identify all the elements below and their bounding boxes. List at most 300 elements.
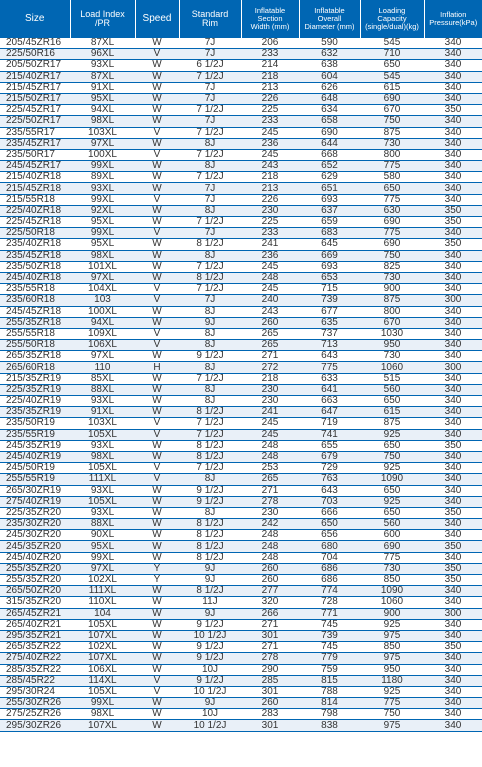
cell-size: 255/35ZR20 <box>0 563 70 574</box>
cell-overall-diameter: 771 <box>299 608 360 619</box>
cell-standard-rim: 8 1/2J <box>179 530 241 541</box>
cell-standard-rim: 10J <box>179 709 241 720</box>
cell-load-index: 104 <box>70 608 135 619</box>
cell-section-width: 271 <box>241 485 299 496</box>
cell-size: 225/45ZR18 <box>0 217 70 228</box>
cell-standard-rim: 8J <box>179 474 241 485</box>
cell-load-index: 100XL <box>70 149 135 160</box>
cell-section-width: 260 <box>241 563 299 574</box>
cell-loading-capacity: 730 <box>360 351 424 362</box>
cell-load-index: 110 <box>70 362 135 373</box>
cell-inflation-pressure: 350 <box>424 507 482 518</box>
cell-overall-diameter: 693 <box>299 261 360 272</box>
cell-overall-diameter: 626 <box>299 82 360 93</box>
cell-section-width: 243 <box>241 161 299 172</box>
cell-size: 235/50R19 <box>0 418 70 429</box>
cell-standard-rim: 7 1/2J <box>179 149 241 160</box>
cell-section-width: 241 <box>241 239 299 250</box>
cell-section-width: 253 <box>241 463 299 474</box>
cell-speed: V <box>135 340 179 351</box>
cell-inflation-pressure: 340 <box>424 709 482 720</box>
cell-overall-diameter: 669 <box>299 250 360 261</box>
cell-standard-rim: 8J <box>179 340 241 351</box>
cell-overall-diameter: 713 <box>299 340 360 351</box>
cell-size: 215/55R18 <box>0 194 70 205</box>
cell-speed: W <box>135 396 179 407</box>
cell-section-width: 248 <box>241 541 299 552</box>
cell-inflation-pressure: 300 <box>424 362 482 373</box>
cell-load-index: 97XL <box>70 138 135 149</box>
cell-speed: W <box>135 38 179 49</box>
cell-inflation-pressure: 340 <box>424 340 482 351</box>
cell-speed: W <box>135 664 179 675</box>
cell-speed: V <box>135 474 179 485</box>
cell-loading-capacity: 650 <box>360 440 424 451</box>
cell-inflation-pressure: 350 <box>424 239 482 250</box>
cell-load-index: 109XL <box>70 328 135 339</box>
cell-standard-rim: 7 1/2J <box>179 217 241 228</box>
cell-section-width: 245 <box>241 284 299 295</box>
cell-inflation-pressure: 340 <box>424 418 482 429</box>
cell-loading-capacity: 730 <box>360 138 424 149</box>
cell-load-index: 111XL <box>70 474 135 485</box>
cell-speed: W <box>135 205 179 216</box>
cell-standard-rim: 8J <box>179 250 241 261</box>
cell-load-index: 100XL <box>70 306 135 317</box>
cell-loading-capacity: 775 <box>360 161 424 172</box>
cell-speed: V <box>135 429 179 440</box>
cell-load-index: 105XL <box>70 496 135 507</box>
cell-standard-rim: 8J <box>179 306 241 317</box>
header-speed: Speed <box>135 0 179 38</box>
cell-load-index: 105XL <box>70 686 135 697</box>
cell-speed: V <box>135 284 179 295</box>
cell-section-width: 233 <box>241 228 299 239</box>
cell-overall-diameter: 690 <box>299 127 360 138</box>
cell-load-index: 98XL <box>70 116 135 127</box>
cell-standard-rim: 11J <box>179 597 241 608</box>
cell-section-width: 225 <box>241 217 299 228</box>
table-row <box>0 709 482 720</box>
cell-section-width: 245 <box>241 149 299 160</box>
cell-inflation-pressure: 340 <box>424 530 482 541</box>
cell-size: 235/50ZR18 <box>0 261 70 272</box>
cell-standard-rim: 9 1/2J <box>179 642 241 653</box>
cell-load-index: 88XL <box>70 519 135 530</box>
cell-loading-capacity: 800 <box>360 149 424 160</box>
cell-overall-diameter: 814 <box>299 698 360 709</box>
cell-standard-rim: 8 1/2J <box>179 552 241 563</box>
cell-loading-capacity: 975 <box>360 630 424 641</box>
cell-overall-diameter: 643 <box>299 351 360 362</box>
cell-speed: W <box>135 172 179 183</box>
table-row <box>0 295 482 306</box>
cell-standard-rim: 9J <box>179 563 241 574</box>
cell-size: 225/40ZR18 <box>0 205 70 216</box>
cell-speed: V <box>135 194 179 205</box>
cell-section-width: 271 <box>241 642 299 653</box>
cell-loading-capacity: 1090 <box>360 474 424 485</box>
cell-load-index: 96XL <box>70 49 135 60</box>
cell-overall-diameter: 638 <box>299 60 360 71</box>
cell-standard-rim: 7 1/2J <box>179 284 241 295</box>
cell-section-width: 245 <box>241 429 299 440</box>
cell-size: 215/45ZR18 <box>0 183 70 194</box>
cell-speed: W <box>135 306 179 317</box>
cell-size: 235/40ZR18 <box>0 239 70 250</box>
cell-size: 235/30ZR20 <box>0 519 70 530</box>
cell-size: 265/35ZR18 <box>0 351 70 362</box>
cell-loading-capacity: 650 <box>360 60 424 71</box>
cell-loading-capacity: 875 <box>360 418 424 429</box>
cell-size: 275/40ZR22 <box>0 653 70 664</box>
cell-overall-diameter: 703 <box>299 496 360 507</box>
cell-inflation-pressure: 340 <box>424 463 482 474</box>
cell-speed: V <box>135 127 179 138</box>
cell-inflation-pressure: 340 <box>424 60 482 71</box>
cell-speed: V <box>135 228 179 239</box>
cell-inflation-pressure: 340 <box>424 284 482 295</box>
cell-section-width: 290 <box>241 664 299 675</box>
cell-standard-rim: 8 1/2J <box>179 586 241 597</box>
cell-overall-diameter: 668 <box>299 149 360 160</box>
cell-inflation-pressure: 340 <box>424 183 482 194</box>
cell-load-index: 97XL <box>70 563 135 574</box>
table-row <box>0 362 482 373</box>
table-row <box>0 116 482 127</box>
header-inflation-pressure: Inflation Pressure(kPa) <box>424 0 482 38</box>
cell-loading-capacity: 1180 <box>360 675 424 686</box>
cell-standard-rim: 8J <box>179 396 241 407</box>
cell-section-width: 271 <box>241 351 299 362</box>
cell-section-width: 277 <box>241 586 299 597</box>
cell-size: 245/50R19 <box>0 463 70 474</box>
cell-load-index: 87XL <box>70 71 135 82</box>
cell-loading-capacity: 1030 <box>360 328 424 339</box>
cell-size: 225/50R16 <box>0 49 70 60</box>
cell-load-index: 98XL <box>70 709 135 720</box>
table-row <box>0 161 482 172</box>
cell-size: 245/45ZR18 <box>0 306 70 317</box>
cell-loading-capacity: 950 <box>360 664 424 675</box>
cell-standard-rim: 8 1/2J <box>179 541 241 552</box>
cell-inflation-pressure: 340 <box>424 664 482 675</box>
cell-section-width: 230 <box>241 384 299 395</box>
cell-overall-diameter: 838 <box>299 720 360 731</box>
cell-speed: Y <box>135 563 179 574</box>
cell-loading-capacity: 900 <box>360 608 424 619</box>
cell-section-width: 225 <box>241 105 299 116</box>
cell-section-width: 233 <box>241 116 299 127</box>
cell-load-index: 102XL <box>70 642 135 653</box>
table-row <box>0 619 482 630</box>
cell-section-width: 265 <box>241 474 299 485</box>
cell-section-width: 226 <box>241 194 299 205</box>
cell-load-index: 87XL <box>70 38 135 49</box>
cell-standard-rim: 9J <box>179 317 241 328</box>
cell-inflation-pressure: 340 <box>424 161 482 172</box>
table-row <box>0 317 482 328</box>
cell-overall-diameter: 741 <box>299 429 360 440</box>
cell-standard-rim: 7 1/2J <box>179 127 241 138</box>
cell-standard-rim: 7J <box>179 183 241 194</box>
cell-size: 225/50R18 <box>0 228 70 239</box>
cell-overall-diameter: 763 <box>299 474 360 485</box>
cell-section-width: 320 <box>241 597 299 608</box>
table-row <box>0 373 482 384</box>
cell-load-index: 111XL <box>70 586 135 597</box>
table-row <box>0 71 482 82</box>
cell-speed: W <box>135 507 179 518</box>
cell-section-width: 301 <box>241 686 299 697</box>
cell-inflation-pressure: 340 <box>424 675 482 686</box>
cell-size: 235/55R19 <box>0 429 70 440</box>
cell-inflation-pressure: 340 <box>424 496 482 507</box>
cell-inflation-pressure: 340 <box>424 586 482 597</box>
table-row <box>0 418 482 429</box>
cell-section-width: 283 <box>241 709 299 720</box>
cell-loading-capacity: 650 <box>360 507 424 518</box>
cell-section-width: 285 <box>241 675 299 686</box>
cell-size: 265/60R18 <box>0 362 70 373</box>
cell-overall-diameter: 647 <box>299 407 360 418</box>
cell-section-width: 260 <box>241 575 299 586</box>
cell-speed: W <box>135 161 179 172</box>
cell-overall-diameter: 737 <box>299 328 360 339</box>
cell-loading-capacity: 670 <box>360 317 424 328</box>
cell-speed: W <box>135 530 179 541</box>
cell-standard-rim: 9 1/2J <box>179 619 241 630</box>
cell-load-index: 90XL <box>70 530 135 541</box>
cell-standard-rim: 10J <box>179 664 241 675</box>
cell-size: 275/40ZR19 <box>0 496 70 507</box>
cell-size: 255/55R19 <box>0 474 70 485</box>
cell-section-width: 242 <box>241 519 299 530</box>
cell-speed: V <box>135 675 179 686</box>
cell-section-width: 245 <box>241 261 299 272</box>
cell-speed: W <box>135 105 179 116</box>
cell-size: 265/40ZR21 <box>0 619 70 630</box>
cell-standard-rim: 8J <box>179 328 241 339</box>
cell-inflation-pressure: 340 <box>424 38 482 49</box>
cell-load-index: 94XL <box>70 105 135 116</box>
cell-speed: W <box>135 630 179 641</box>
table-row <box>0 149 482 160</box>
cell-speed: W <box>135 709 179 720</box>
cell-size: 225/35ZR20 <box>0 507 70 518</box>
cell-loading-capacity: 925 <box>360 429 424 440</box>
cell-standard-rim: 7J <box>179 116 241 127</box>
cell-section-width: 213 <box>241 183 299 194</box>
cell-size: 235/45ZR17 <box>0 138 70 149</box>
cell-speed: W <box>135 552 179 563</box>
table-row <box>0 239 482 250</box>
cell-load-index: 91XL <box>70 407 135 418</box>
cell-size: 255/35ZR20 <box>0 575 70 586</box>
cell-size: 245/40ZR19 <box>0 451 70 462</box>
table-row <box>0 261 482 272</box>
cell-overall-diameter: 815 <box>299 675 360 686</box>
cell-size: 265/45ZR21 <box>0 608 70 619</box>
cell-section-width: 245 <box>241 127 299 138</box>
cell-section-width: 236 <box>241 250 299 261</box>
cell-loading-capacity: 975 <box>360 653 424 664</box>
cell-loading-capacity: 875 <box>360 295 424 306</box>
cell-load-index: 102XL <box>70 575 135 586</box>
cell-load-index: 99XL <box>70 228 135 239</box>
cell-size: 295/30ZR26 <box>0 720 70 731</box>
cell-loading-capacity: 875 <box>360 127 424 138</box>
cell-speed: W <box>135 407 179 418</box>
cell-section-width: 248 <box>241 451 299 462</box>
cell-loading-capacity: 1060 <box>360 597 424 608</box>
cell-overall-diameter: 788 <box>299 686 360 697</box>
table-row <box>0 127 482 138</box>
cell-load-index: 95XL <box>70 217 135 228</box>
table-row <box>0 49 482 60</box>
cell-size: 215/40ZR18 <box>0 172 70 183</box>
cell-standard-rim: 9 1/2J <box>179 485 241 496</box>
header-loading-capacity: Loading Capacity (single/dual)(kg) <box>360 0 424 38</box>
cell-standard-rim: 8J <box>179 205 241 216</box>
table-row <box>0 451 482 462</box>
cell-loading-capacity: 975 <box>360 720 424 731</box>
cell-overall-diameter: 653 <box>299 272 360 283</box>
cell-load-index: 105XL <box>70 463 135 474</box>
cell-size: 265/50ZR20 <box>0 586 70 597</box>
cell-overall-diameter: 637 <box>299 205 360 216</box>
cell-section-width: 230 <box>241 507 299 518</box>
cell-size: 235/60R18 <box>0 295 70 306</box>
cell-overall-diameter: 686 <box>299 563 360 574</box>
cell-loading-capacity: 560 <box>360 519 424 530</box>
table-row <box>0 328 482 339</box>
cell-size: 245/45ZR17 <box>0 161 70 172</box>
header-overall-diameter: Inflatable Overall Diameter (mm) <box>299 0 360 38</box>
table-row <box>0 138 482 149</box>
cell-inflation-pressure: 340 <box>424 597 482 608</box>
cell-standard-rim: 7J <box>179 194 241 205</box>
cell-standard-rim: 7 1/2J <box>179 373 241 384</box>
cell-standard-rim: 7J <box>179 93 241 104</box>
cell-inflation-pressure: 340 <box>424 630 482 641</box>
cell-speed: W <box>135 317 179 328</box>
cell-section-width: 233 <box>241 49 299 60</box>
cell-standard-rim: 7J <box>179 82 241 93</box>
cell-section-width: 265 <box>241 340 299 351</box>
table-row <box>0 675 482 686</box>
cell-speed: V <box>135 295 179 306</box>
cell-section-width: 278 <box>241 653 299 664</box>
cell-load-index: 104XL <box>70 284 135 295</box>
cell-speed: H <box>135 362 179 373</box>
table-row <box>0 541 482 552</box>
cell-standard-rim: 8J <box>179 161 241 172</box>
cell-speed: W <box>135 698 179 709</box>
cell-standard-rim: 9J <box>179 698 241 709</box>
cell-size: 235/50R17 <box>0 149 70 160</box>
table-row <box>0 272 482 283</box>
cell-overall-diameter: 633 <box>299 373 360 384</box>
cell-overall-diameter: 659 <box>299 217 360 228</box>
cell-loading-capacity: 690 <box>360 217 424 228</box>
cell-standard-rim: 7J <box>179 228 241 239</box>
table-row <box>0 630 482 641</box>
cell-speed: W <box>135 116 179 127</box>
cell-section-width: 248 <box>241 440 299 451</box>
cell-size: 225/45ZR17 <box>0 105 70 116</box>
table-row <box>0 552 482 563</box>
cell-standard-rim: 7 1/2J <box>179 105 241 116</box>
cell-loading-capacity: 950 <box>360 340 424 351</box>
cell-inflation-pressure: 340 <box>424 384 482 395</box>
cell-inflation-pressure: 350 <box>424 205 482 216</box>
table-row <box>0 306 482 317</box>
cell-section-width: 245 <box>241 418 299 429</box>
cell-overall-diameter: 590 <box>299 38 360 49</box>
cell-loading-capacity: 800 <box>360 306 424 317</box>
cell-speed: W <box>135 597 179 608</box>
cell-loading-capacity: 710 <box>360 49 424 60</box>
cell-load-index: 89XL <box>70 172 135 183</box>
table-row <box>0 93 482 104</box>
cell-loading-capacity: 775 <box>360 194 424 205</box>
cell-size: 205/45ZR16 <box>0 38 70 49</box>
cell-inflation-pressure: 340 <box>424 306 482 317</box>
table-row <box>0 351 482 362</box>
table-row <box>0 217 482 228</box>
cell-inflation-pressure: 340 <box>424 720 482 731</box>
cell-speed: W <box>135 642 179 653</box>
table-row <box>0 496 482 507</box>
table-row <box>0 194 482 205</box>
table-row <box>0 429 482 440</box>
cell-load-index: 95XL <box>70 541 135 552</box>
cell-size: 225/50ZR17 <box>0 116 70 127</box>
cell-standard-rim: 7 1/2J <box>179 172 241 183</box>
cell-standard-rim: 9 1/2J <box>179 675 241 686</box>
cell-inflation-pressure: 340 <box>424 116 482 127</box>
header-standard-rim: Standard Rim <box>179 0 241 38</box>
table-row <box>0 340 482 351</box>
table-row <box>0 608 482 619</box>
cell-load-index: 105XL <box>70 619 135 630</box>
cell-size: 215/50ZR17 <box>0 93 70 104</box>
cell-size: 225/35ZR19 <box>0 384 70 395</box>
cell-section-width: 218 <box>241 373 299 384</box>
cell-overall-diameter: 677 <box>299 306 360 317</box>
cell-speed: W <box>135 608 179 619</box>
cell-load-index: 91XL <box>70 82 135 93</box>
cell-standard-rim: 8 1/2J <box>179 440 241 451</box>
cell-overall-diameter: 651 <box>299 183 360 194</box>
cell-speed: W <box>135 351 179 362</box>
cell-overall-diameter: 798 <box>299 709 360 720</box>
cell-section-width: 301 <box>241 630 299 641</box>
cell-loading-capacity: 925 <box>360 463 424 474</box>
table-row <box>0 597 482 608</box>
cell-inflation-pressure: 350 <box>424 440 482 451</box>
cell-speed: V <box>135 418 179 429</box>
cell-inflation-pressure: 340 <box>424 686 482 697</box>
cell-overall-diameter: 679 <box>299 451 360 462</box>
table-row <box>0 60 482 71</box>
cell-speed: W <box>135 496 179 507</box>
cell-inflation-pressure: 340 <box>424 519 482 530</box>
cell-standard-rim: 7 1/2J <box>179 71 241 82</box>
cell-standard-rim: 8 1/2J <box>179 239 241 250</box>
header-load-index: Load Index /PR <box>70 0 135 38</box>
